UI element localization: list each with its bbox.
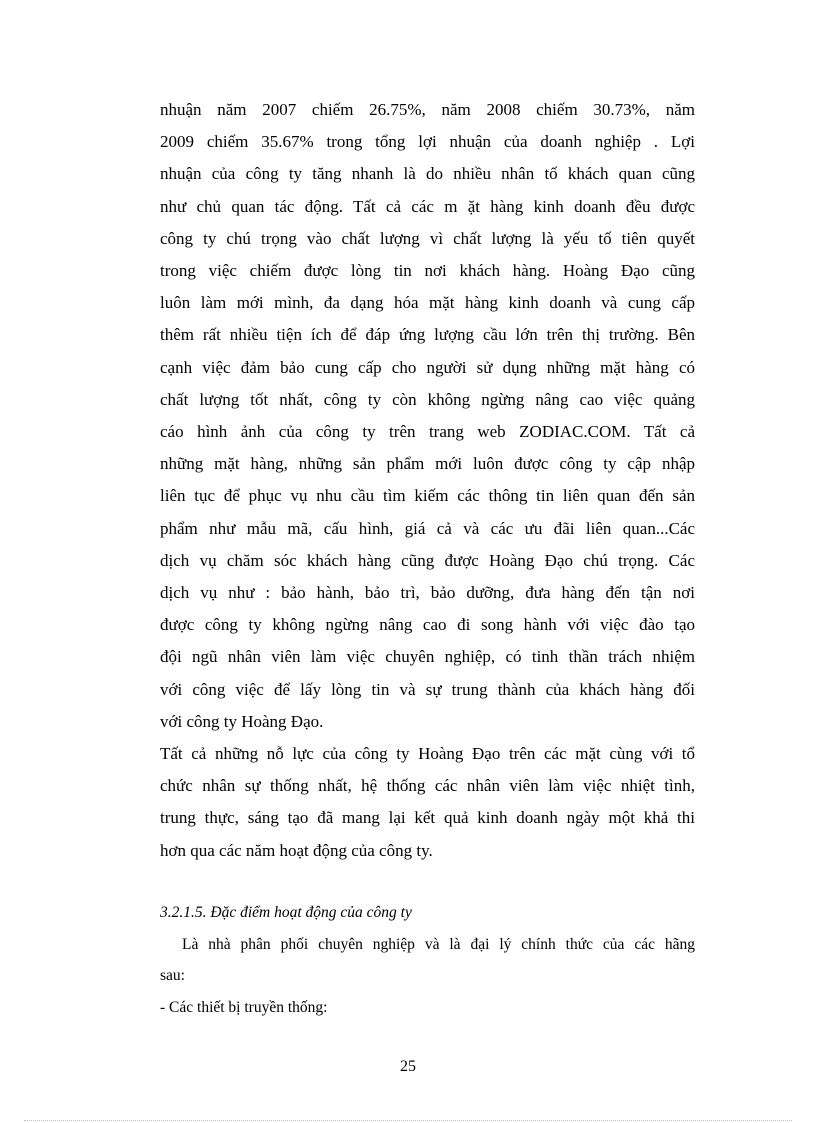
- text-line: những mặt hàng, những sản phẩm mới luôn được công ty cập nhập: [160, 454, 695, 474]
- section-3-2-1-5: [160, 897, 695, 1023]
- text-line: chất lượng tốt nhất, công ty còn không ngừng nâng cao việc quảng: [160, 389, 695, 409]
- text-line: luôn làm mới mình, đa dạng hóa mặt hàng kinh doanh và cung cấp: [160, 293, 695, 313]
- page-number: 25: [400, 1058, 416, 1075]
- bullet-item: - Các thiết bị truyền thống:: [160, 998, 328, 1016]
- text-line: Tất cả những nỗ lực của công ty Hoàng Đạo trên các mặt cùng với tổ: [160, 744, 695, 764]
- text-line: dịch vụ như : bảo hành, bảo trì, bảo dưỡng, đưa hàng đến tận nơi: [160, 583, 695, 603]
- text-line: phẩm như mẫu mã, cấu hình, giá cả và các ưu đãi liên quan...Các: [160, 518, 695, 538]
- text-line: cáo hình ảnh của công ty trên trang web ZODIAC.COM. Tất cả: [160, 422, 695, 442]
- text-line: nhuận của công ty tăng nhanh là do nhiều nhân tố khách quan cũng: [160, 164, 695, 184]
- text-line: nhuận năm 2007 chiếm 26.75%, năm 2008 chiếm 30.73%, năm: [160, 100, 695, 119]
- section-paragraph-line: sau:: [160, 967, 185, 984]
- text-line: chức nhân sự thống nhất, hệ thống các nhân viên làm việc nhiệt tình,: [160, 776, 695, 796]
- text-line: trong việc chiếm được lòng tin nơi khách hàng. Hoàng Đạo cũng: [160, 261, 695, 281]
- text-line: cạnh việc đảm bảo cung cấp cho người sử dụng những mặt hàng có: [160, 357, 695, 377]
- text-line: công ty chú trọng vào chất lượng vì chất lượng là yếu tố tiên quyết: [160, 228, 695, 248]
- text-line: 2009 chiếm 35.67% trong tổng lợi nhuận của doanh nghiệp . Lợi: [160, 132, 695, 152]
- text-line: hơn qua các năm hoạt động của công ty.: [160, 840, 433, 860]
- text-line: trung thực, sáng tạo đã mang lại kết quả kinh doanh ngày một khả thi: [160, 808, 695, 828]
- text-line: như chủ quan tác động. Tất cả các m ặt hàng kinh doanh đều được: [160, 196, 695, 216]
- text-line: đội ngũ nhân viên làm việc chuyên nghiệp, có tinh thần trách nhiệm: [160, 647, 695, 667]
- text-line: được công ty không ngừng nâng cao đi song hành với việc đào tạo: [160, 615, 695, 635]
- section-heading: 3.2.1.5. Đặc điểm hoạt động của công ty: [160, 904, 412, 921]
- text-line: với công ty Hoàng Đạo.: [160, 711, 324, 731]
- page-bottom-divider: [24, 1120, 792, 1121]
- text-line: dịch vụ chăm sóc khách hàng cũng được Hoàng Đạo chú trọng. Các: [160, 550, 695, 570]
- body-text: [160, 94, 695, 867]
- section-paragraph-line: Là nhà phân phối chuyên nghiệp và là đại lý chính thức của các hãng: [182, 935, 695, 953]
- text-line: với công việc để lấy lòng tin và sự trung thành của khách hàng đối: [160, 679, 695, 699]
- text-line: thêm rất nhiều tiện ích để đáp ứng lượng cầu lớn trên thị trường. Bên: [160, 325, 695, 345]
- text-line: liên tục để phục vụ nhu cầu tìm kiếm các thông tin liên quan đến sản: [160, 486, 695, 506]
